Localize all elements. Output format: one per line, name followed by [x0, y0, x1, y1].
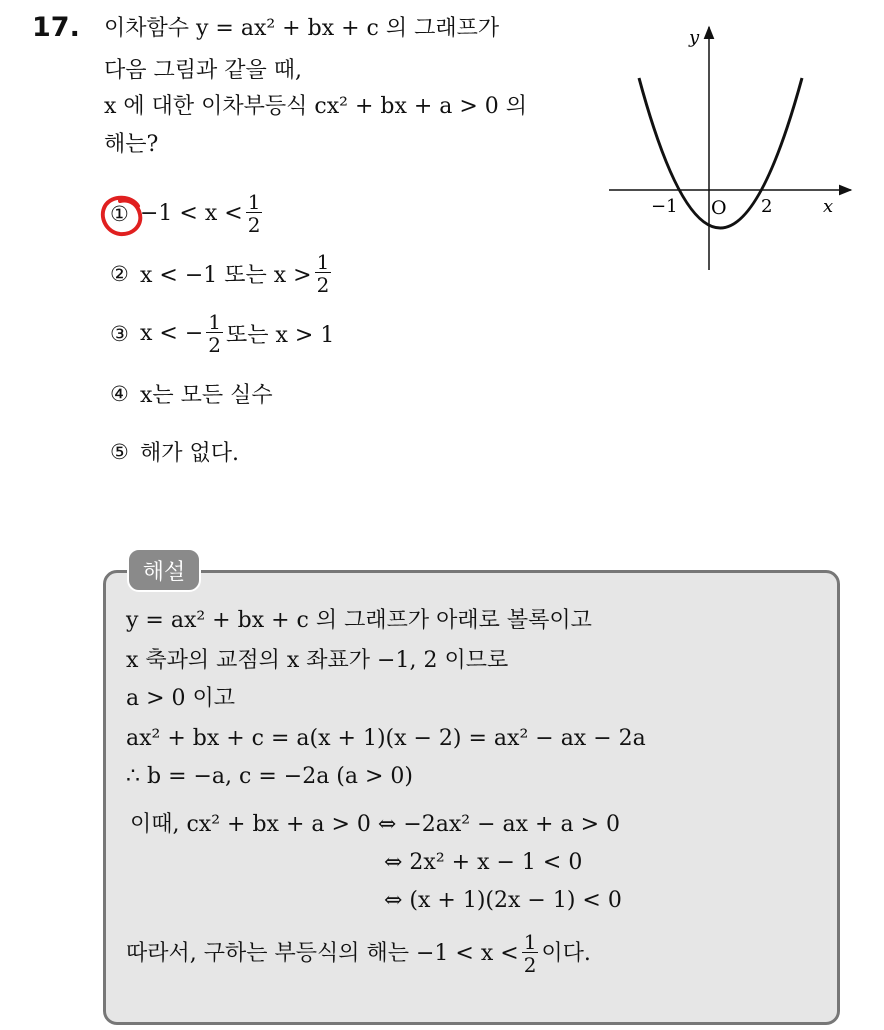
- solution-line-1: y = ax² + bx + c 의 그래프가 아래로 볼록이고: [126, 608, 592, 633]
- option-4-mark: ④: [110, 381, 129, 406]
- solution-line-6: 이때, cx² + bx + a > 0 ⇔ −2ax² − ax + a > 0: [130, 812, 620, 837]
- fraction-numerator: 1: [523, 930, 537, 954]
- option-3-text-post: 또는 x > 1: [226, 323, 335, 348]
- question-line-3: x 에 대한 이차부등식 cx² + bx + a > 0 의: [104, 94, 528, 119]
- solution-final-text: 따라서, 구하는 부등식의 해는 −1 < x <: [126, 940, 519, 966]
- problem-number: 17.: [32, 12, 80, 43]
- option-5-mark: ⑤: [110, 439, 129, 464]
- option-5-text: 해가 없다.: [140, 441, 239, 466]
- option-4-text: x는 모든 실수: [140, 383, 273, 408]
- fraction-numerator: 1: [247, 190, 261, 214]
- root-left-label: −1: [651, 196, 678, 217]
- parabola-graph: [605, 22, 860, 277]
- option-2-fraction: [315, 252, 332, 295]
- solution-line-3: a > 0 이고: [126, 686, 236, 711]
- option-2-mark: ②: [110, 261, 129, 286]
- option-3-text-pre: x < −: [140, 321, 204, 346]
- solution-final-line: [126, 932, 591, 975]
- option-3-fraction: [206, 312, 223, 355]
- fraction-numerator: 1: [316, 250, 330, 274]
- solution-badge: 해설: [127, 548, 201, 592]
- option-2[interactable]: [110, 252, 334, 295]
- option-1-mark: ①: [110, 201, 129, 226]
- root-right-label: 2: [761, 196, 773, 217]
- fraction-denominator: 2: [316, 273, 330, 297]
- x-axis-label: x: [823, 196, 834, 217]
- option-2-text: x < −1 또는 x >: [140, 263, 312, 288]
- question-line-1: 이차함수 y = ax² + bx + c 의 그래프가: [104, 16, 500, 41]
- fraction-denominator: 2: [247, 213, 261, 237]
- origin-label: O: [711, 197, 727, 219]
- solution-final-suffix: 이다.: [541, 940, 591, 966]
- fraction-denominator: 2: [523, 953, 537, 977]
- solution-line-5: ∴ b = −a, c = −2a (a > 0): [126, 764, 414, 789]
- option-3[interactable]: [110, 312, 334, 355]
- option-4[interactable]: [110, 378, 273, 409]
- fraction-numerator: 1: [208, 310, 221, 334]
- y-axis-label: y: [689, 27, 700, 48]
- option-1-text: −1 < x <: [140, 201, 243, 226]
- question-line-2: 다음 그림과 같을 때,: [104, 58, 302, 83]
- solution-final-fraction: [522, 932, 539, 975]
- solution-line-7: ⇔ 2x² + x − 1 < 0: [384, 850, 583, 875]
- fraction-denominator: 2: [208, 333, 221, 357]
- question-line-4: 해는?: [104, 132, 159, 157]
- option-1-fraction: [246, 192, 263, 235]
- solution-line-8: ⇔ (x + 1)(2x − 1) < 0: [384, 888, 622, 913]
- solution-line-4: ax² + bx + c = a(x + 1)(x − 2) = ax² − ax − 2a: [126, 726, 646, 751]
- option-3-mark: ③: [110, 321, 129, 346]
- answer-circle-mark: [98, 192, 150, 242]
- option-5[interactable]: [110, 436, 239, 467]
- solution-line-2: x 축과의 교점의 x 좌표가 −1, 2 이므로: [126, 648, 509, 673]
